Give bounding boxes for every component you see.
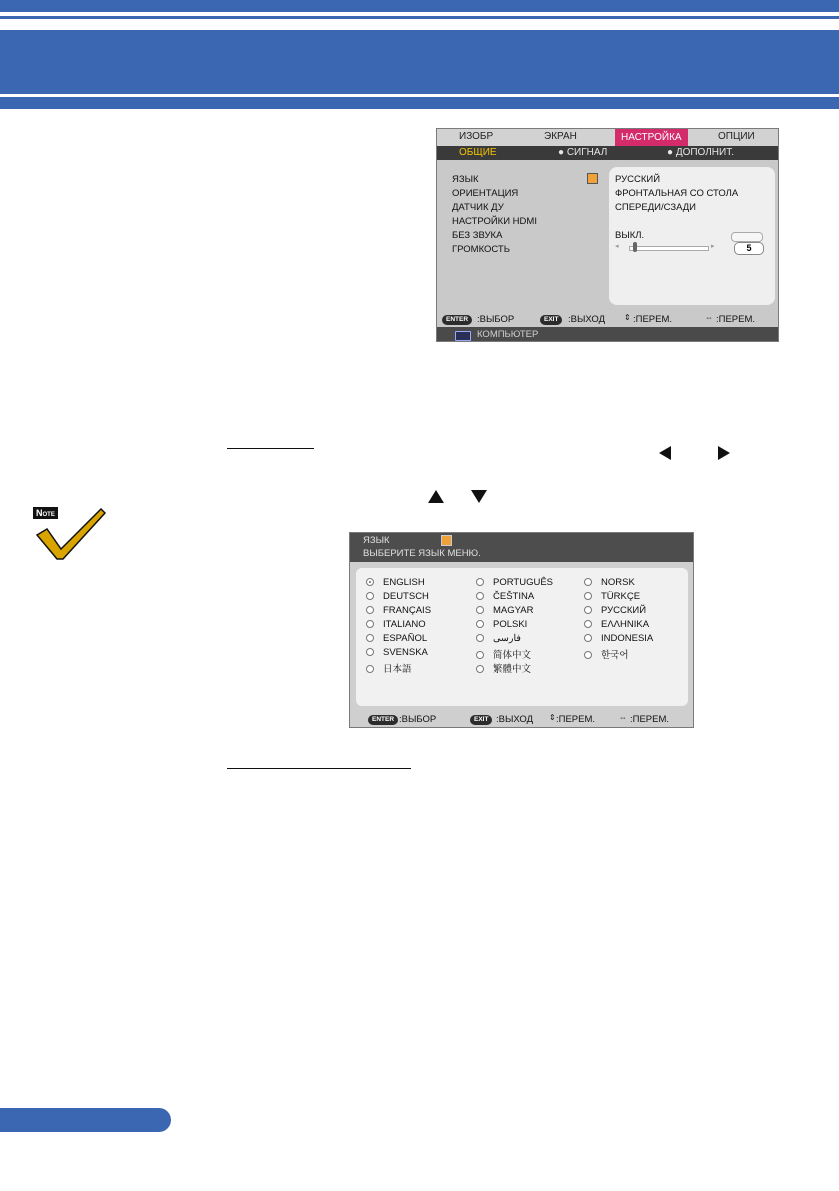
language-label: ČEŠTINA xyxy=(493,591,535,602)
note-label: Note xyxy=(33,507,58,519)
radio-icon xyxy=(584,651,592,659)
header-stripe-top xyxy=(0,0,839,12)
radio-icon xyxy=(476,634,484,642)
menu-item-hdmi-settings[interactable]: НАСТРОЙКИ HDMI xyxy=(452,216,537,227)
settings-osd-menu xyxy=(436,128,779,342)
value-mute: ВЫКЛ. xyxy=(615,230,645,241)
radio-icon xyxy=(584,634,592,642)
tab-options[interactable]: ОПЦИИ xyxy=(718,131,755,142)
leftright-arrow-icon: ⇔ xyxy=(619,713,627,722)
up-arrow-icon xyxy=(428,490,444,503)
language-option[interactable] xyxy=(476,633,521,644)
language-globe-icon xyxy=(587,173,598,184)
checkmark-icon xyxy=(33,507,108,562)
language-option[interactable] xyxy=(584,619,649,630)
exit-key-icon: EXIT xyxy=(540,315,562,325)
volume-right-arrow[interactable]: ▸ xyxy=(711,243,715,250)
volume-slider[interactable] xyxy=(629,246,709,251)
radio-icon xyxy=(476,578,484,586)
tab-screen[interactable]: ЭКРАН xyxy=(544,131,577,142)
language-label: DEUTSCH xyxy=(383,591,429,602)
language-label: ESPAÑOL xyxy=(383,633,428,644)
mute-toggle[interactable] xyxy=(731,232,763,242)
menu-item-ir-sensor[interactable]: ДАТЧИК ДУ xyxy=(452,202,504,213)
language-menu-footer xyxy=(350,713,693,727)
value-orientation: ФРОНТАЛЬНАЯ СО СТОЛА xyxy=(615,188,739,199)
radio-icon xyxy=(366,665,374,673)
radio-icon xyxy=(584,578,592,586)
move-updown-label: :ПЕРЕМ. xyxy=(556,714,596,725)
language-globe-icon xyxy=(441,535,452,546)
exit-label: :ВЫХОД xyxy=(568,314,606,325)
language-option[interactable] xyxy=(366,619,426,630)
language-option[interactable] xyxy=(476,577,553,588)
note-badge xyxy=(33,507,108,562)
radio-icon xyxy=(476,620,484,628)
radio-icon xyxy=(584,620,592,628)
language-label: INDONESIA xyxy=(601,633,654,644)
menu-values-pane xyxy=(609,167,775,305)
language-label: FRANÇAIS xyxy=(383,605,432,616)
menu-item-language[interactable]: ЯЗЫК xyxy=(452,174,479,185)
language-option[interactable] xyxy=(584,591,640,602)
menu-footer xyxy=(437,313,778,327)
language-option[interactable] xyxy=(366,633,427,644)
language-option[interactable] xyxy=(366,647,428,658)
menu-tabs xyxy=(437,129,778,146)
language-option[interactable] xyxy=(584,633,653,644)
updown-arrow-icon: ⇕ xyxy=(624,313,631,322)
source-status-bar xyxy=(437,327,778,342)
language-option[interactable] xyxy=(476,591,534,602)
radio-icon xyxy=(366,620,374,628)
updown-arrow-icon: ⇕ xyxy=(549,713,556,722)
menu-item-mute[interactable]: БЕЗ ЗВУКА xyxy=(452,230,503,241)
language-option[interactable] xyxy=(584,647,629,661)
exit-key-icon: EXIT xyxy=(470,715,492,725)
language-label: POLSKI xyxy=(493,619,528,630)
language-menu-title: ЯЗЫК xyxy=(363,535,390,546)
menu-item-orientation[interactable]: ОРИЕНТАЦИЯ xyxy=(452,188,519,199)
enter-label: :ВЫБОР xyxy=(399,714,437,725)
language-label: 简体中文 xyxy=(493,650,532,661)
radio-icon xyxy=(476,606,484,614)
move-leftright-label: :ПЕРЕМ. xyxy=(630,714,670,725)
language-label: ITALIANO xyxy=(383,619,426,630)
menu-items-pane xyxy=(437,160,608,310)
tab-setup[interactable]: НАСТРОЙКА xyxy=(615,129,688,146)
volume-left-arrow[interactable]: ◂ xyxy=(615,243,619,250)
language-osd-menu xyxy=(349,532,694,728)
radio-selected-icon xyxy=(366,578,374,586)
language-option[interactable] xyxy=(366,661,412,675)
move-leftright-label: :ПЕРЕМ. xyxy=(716,314,756,325)
language-option[interactable] xyxy=(476,619,527,630)
menu-subtabs xyxy=(437,146,778,160)
language-option[interactable] xyxy=(366,591,429,602)
language-option[interactable] xyxy=(476,647,531,661)
enter-key-icon: ENTER xyxy=(368,715,398,725)
language-label: ΕΛΛΗΝΙΚΑ xyxy=(601,619,650,630)
language-label: 한국어 xyxy=(601,650,629,661)
radio-icon xyxy=(366,648,374,656)
down-arrow-icon xyxy=(471,490,487,503)
language-label: TÜRKÇE xyxy=(601,591,641,602)
enter-label: :ВЫБОР xyxy=(477,314,515,325)
radio-icon xyxy=(366,606,374,614)
language-label: NORSK xyxy=(601,577,635,588)
language-label: 繁體中文 xyxy=(493,664,532,675)
language-label: فارسی xyxy=(493,633,521,644)
language-label: SVENSKA xyxy=(383,647,428,658)
header-stripe-bottom xyxy=(0,97,839,109)
monitor-icon xyxy=(455,331,471,341)
radio-icon xyxy=(584,606,592,614)
exit-label: :ВЫХОД xyxy=(496,714,534,725)
radio-icon xyxy=(476,665,484,673)
section-heading-underline xyxy=(227,768,411,769)
language-option[interactable] xyxy=(476,605,533,616)
volume-slider-knob[interactable] xyxy=(633,242,637,252)
language-option[interactable] xyxy=(366,605,431,616)
section-heading-underline xyxy=(227,448,314,449)
header-band xyxy=(0,30,839,94)
menu-item-volume[interactable]: ГРОМКОСТЬ xyxy=(452,244,510,255)
language-options-list xyxy=(356,568,688,706)
radio-icon xyxy=(476,592,484,600)
left-arrow-icon xyxy=(659,446,671,460)
subtab-general[interactable]: ОБЩИЕ xyxy=(459,147,497,158)
language-label: MAGYAR xyxy=(493,605,534,616)
language-menu-subtitle: ВЫБЕРИТЕ ЯЗЫК МЕНЮ. xyxy=(363,548,481,559)
language-menu-header xyxy=(350,533,693,562)
language-option[interactable] xyxy=(476,661,531,675)
radio-icon xyxy=(366,592,374,600)
radio-icon xyxy=(476,651,484,659)
value-language: РУССКИЙ xyxy=(615,174,661,185)
language-label: РУССКИЙ xyxy=(601,605,647,616)
language-option[interactable] xyxy=(584,605,646,616)
subtab-advanced[interactable]: ● ДОПОЛНИТ. xyxy=(667,147,734,158)
volume-value: 5 xyxy=(734,242,764,255)
move-updown-label: :ПЕРЕМ. xyxy=(633,314,673,325)
language-label: ENGLISH xyxy=(383,577,425,588)
value-ir-sensor: СПЕРЕДИ/СЗАДИ xyxy=(615,202,697,213)
page-number-tab xyxy=(0,1108,171,1132)
radio-icon xyxy=(584,592,592,600)
subtab-signal[interactable]: ● СИГНАЛ xyxy=(558,147,608,158)
language-option[interactable] xyxy=(584,577,635,588)
language-option[interactable] xyxy=(366,577,425,588)
header-stripe-thin xyxy=(0,16,839,19)
language-label: PORTUGUÊS xyxy=(493,577,554,588)
radio-icon xyxy=(366,634,374,642)
tab-image[interactable]: ИЗОБР xyxy=(459,131,494,142)
language-label: 日本語 xyxy=(383,664,412,675)
leftright-arrow-icon: ⇔ xyxy=(705,313,713,322)
right-arrow-icon xyxy=(718,446,730,460)
enter-key-icon: ENTER xyxy=(442,315,472,325)
source-label: КОМПЬЮТЕР xyxy=(477,329,539,340)
